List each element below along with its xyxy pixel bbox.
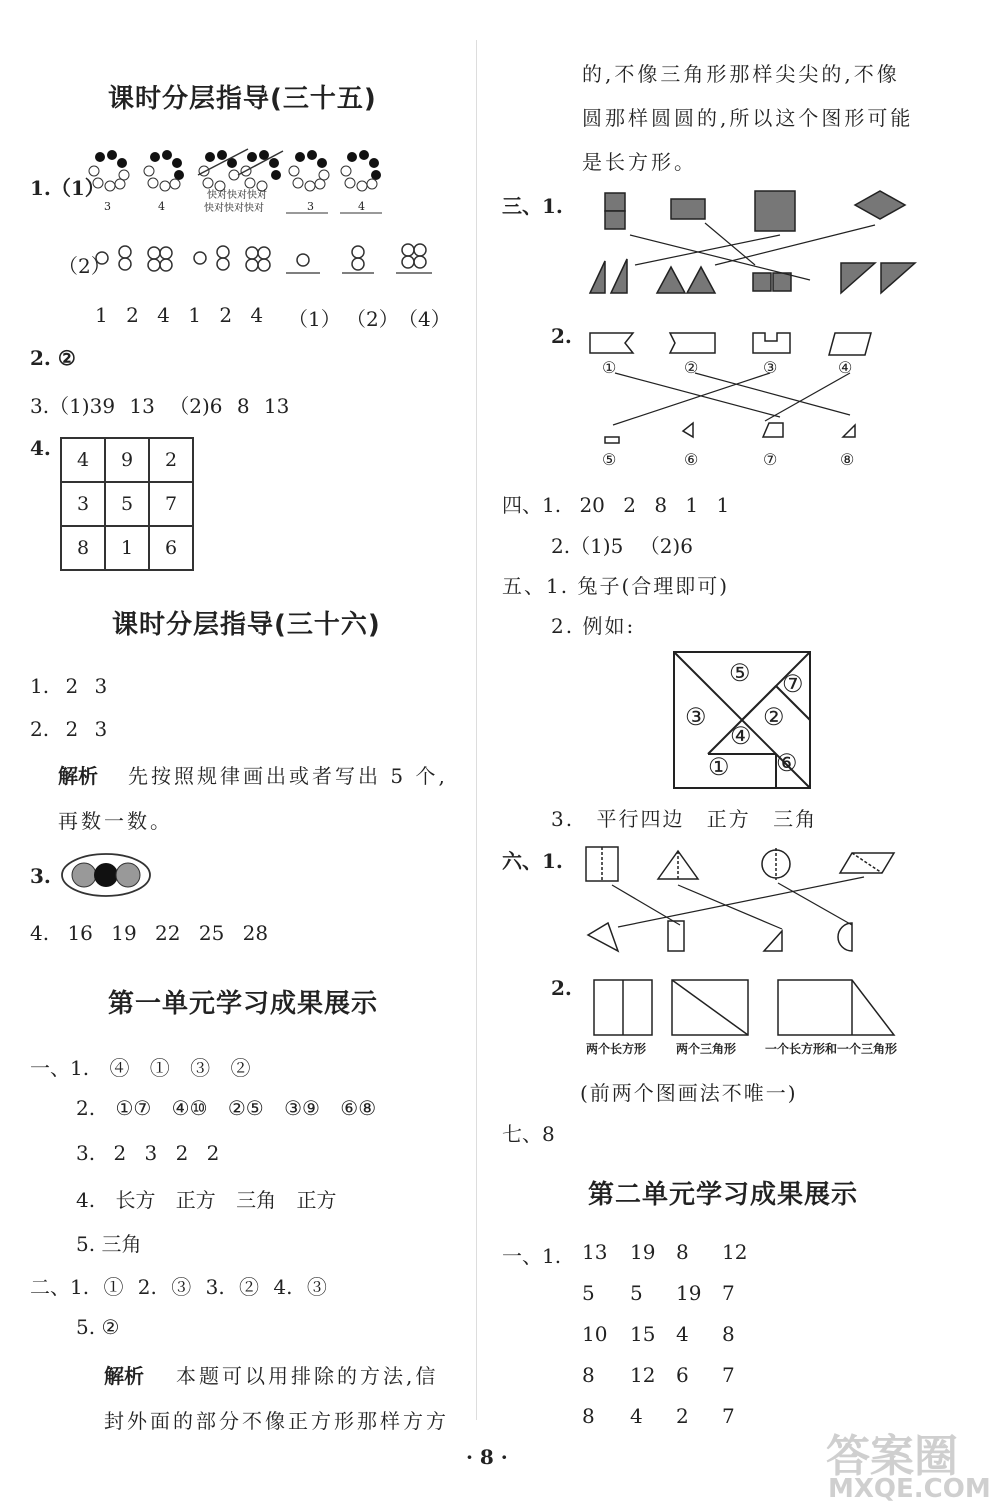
san2-num-7: ⑦ xyxy=(763,450,778,469)
unit2-cell: 2 xyxy=(676,1404,689,1428)
unit2-cell: 19 xyxy=(676,1281,702,1305)
unit2-cell: 13 xyxy=(582,1240,608,1264)
liu1-label: 六、1. xyxy=(502,849,563,873)
cell: 6 xyxy=(149,526,193,570)
cell: 8 xyxy=(61,526,105,570)
tangram-num-5: ⑤ xyxy=(729,659,751,687)
q1-2-answer-3: （4） xyxy=(398,307,451,331)
s36-q2: 2. 2 3 xyxy=(30,717,108,741)
tangram-num-7: ⑦ xyxy=(782,670,804,698)
unit1-analysis-label: 解析 xyxy=(104,1364,144,1388)
cell: 9 xyxy=(105,438,149,482)
san2-num-4: ④ xyxy=(838,358,853,377)
unit2-cell: 4 xyxy=(676,1322,689,1346)
tangram-num-4: ④ xyxy=(730,722,752,750)
q4-label: 4. xyxy=(30,436,51,460)
q1-2-shape-figures xyxy=(90,240,440,280)
q1-1-small-text-2: 快对快对快对 xyxy=(204,203,264,214)
unit1-title: 第一单元学习成果展示 xyxy=(108,989,379,1019)
unit2-title: 第二单元学习成果展示 xyxy=(588,1180,859,1210)
wu-3: 3. 平行四边 正方 三角 xyxy=(551,807,818,831)
liu2-caption-3: 一个长方形和一个三角形 xyxy=(765,1042,898,1056)
q1-2-answer-1: （1） xyxy=(288,307,341,331)
unit1-analysis-line2: 封外面的部分不像正方形那样方方 xyxy=(104,1409,449,1433)
unit1-one-3: 3. 2 3 2 2 xyxy=(76,1141,220,1165)
cell: 1 xyxy=(105,526,149,570)
column-divider xyxy=(476,40,477,1420)
unit1-two-5: 5. ② xyxy=(76,1315,120,1339)
s36-analysis-line2: 再数一数。 xyxy=(58,809,173,833)
cont-line-3: 是长方形。 xyxy=(582,150,697,174)
unit2-cell: 7 xyxy=(722,1281,735,1305)
tangram-num-1: ① xyxy=(708,753,730,781)
liu2-note: (前两个图画法不唯一) xyxy=(580,1081,798,1105)
unit2-cell: 8 xyxy=(582,1404,595,1428)
unit2-row-label: 一、1. xyxy=(502,1244,562,1268)
unit1-one-2: 2. ①⑦ ④⑩ ②⑤ ③⑨ ⑥⑧ xyxy=(76,1096,377,1120)
unit2-cell: 8 xyxy=(676,1240,689,1264)
q2-answer: 2. ② xyxy=(30,346,76,370)
s36-q3-label: 3. xyxy=(30,864,51,888)
san1-label: 三、1. xyxy=(502,194,563,218)
si-2: 2.（1)5 （2)6 xyxy=(551,534,693,558)
san2-matching-figure xyxy=(585,325,875,445)
section-title-35: 课时分层指导(三十五) xyxy=(108,84,377,114)
tangram-num-3: ③ xyxy=(685,703,707,731)
page-number: · 8 · xyxy=(466,1445,508,1469)
san2-num-1: ① xyxy=(602,358,617,377)
san1-matching-figure xyxy=(585,185,925,300)
q1-2-answer-2: （2） xyxy=(346,307,399,331)
q1-1-value-1: 3 xyxy=(104,200,111,213)
san2-num-3: ③ xyxy=(763,358,778,377)
cell: 3 xyxy=(61,482,105,526)
unit1-one-1: 一、1. ④ ① ③ ② xyxy=(30,1056,251,1080)
watermark-url: MXQE.COM xyxy=(828,1474,991,1504)
q1-1-label: 1.（1） xyxy=(30,176,105,200)
unit1-one-4: 4. 长方 正方 三角 正方 xyxy=(76,1188,337,1212)
unit2-cell: 19 xyxy=(630,1240,656,1264)
liu2-division-figure xyxy=(590,976,900,1038)
liu2-caption-1: 两个长方形 xyxy=(586,1042,647,1056)
unit2-cell: 10 xyxy=(582,1322,608,1346)
tangram-num-2: ② xyxy=(763,703,785,731)
s36-q4: 4. 16 19 22 25 28 xyxy=(30,921,269,945)
wu-2: 2. 例如: xyxy=(551,614,636,638)
section-title-36: 课时分层指导(三十六) xyxy=(112,610,381,640)
unit2-cell: 15 xyxy=(630,1322,656,1346)
q1-1-value-4: 4 xyxy=(358,200,365,213)
q1-1-small-text-1: 快对快对快对 xyxy=(207,190,267,201)
unit2-cell: 8 xyxy=(722,1322,735,1346)
unit2-cell: 4 xyxy=(630,1404,643,1428)
s36-analysis-line1: 先按照规律画出或者写出 5 个, xyxy=(128,764,448,788)
magic-square xyxy=(60,437,194,571)
cont-line-2: 圆那样圆圆的,所以这个图形可能 xyxy=(582,106,914,130)
s36-analysis-label: 解析 xyxy=(58,764,98,788)
cont-line-1: 的,不像三角形那样尖尖的,不像 xyxy=(582,62,900,86)
unit1-two-1: 二、1. ① 2. ③ 3. ② 4. ③ xyxy=(30,1275,327,1299)
cell: 7 xyxy=(149,482,193,526)
san2-num-8: ⑧ xyxy=(840,450,855,469)
san2-label: 2. xyxy=(551,324,572,348)
san2-num-2: ② xyxy=(684,358,699,377)
unit2-cell: 5 xyxy=(630,1281,643,1305)
wu-1: 五、1. 兔子(合理即可) xyxy=(502,574,730,598)
s36-q1: 1. 2 3 xyxy=(30,674,108,698)
q3-answer: 3.（1)39 13 （2)6 8 13 xyxy=(30,394,290,418)
qi-answer: 七、8 xyxy=(502,1122,555,1146)
unit2-cell: 7 xyxy=(722,1404,735,1428)
unit2-cell: 7 xyxy=(722,1363,735,1387)
liu1-matching-figure xyxy=(582,843,902,958)
cell: 5 xyxy=(105,482,149,526)
unit2-cell: 8 xyxy=(582,1363,595,1387)
cell: 4 xyxy=(61,438,105,482)
san2-num-6: ⑥ xyxy=(684,450,699,469)
q1-1-value-3: 3 xyxy=(307,200,314,213)
q1-1-value-2: 4 xyxy=(158,200,165,213)
unit2-cell: 12 xyxy=(630,1363,656,1387)
unit1-one-5: 5. 三角 xyxy=(76,1232,142,1256)
q1-2-label: （2） xyxy=(58,254,111,278)
watermark-logo: 答案圈 xyxy=(826,1431,958,1482)
san2-num-5: ⑤ xyxy=(602,450,617,469)
liu2-caption-2: 两个三角形 xyxy=(676,1042,737,1056)
unit2-cell: 12 xyxy=(722,1240,748,1264)
q1-2-answers: 1 2 4 1 2 4 xyxy=(95,303,264,327)
cell: 2 xyxy=(149,438,193,482)
tangram-num-6: ⑥ xyxy=(776,749,798,777)
s36-q3-ellipse-figure xyxy=(60,852,152,898)
liu2-label: 2. xyxy=(551,976,572,1000)
unit2-cell: 6 xyxy=(676,1363,689,1387)
unit2-cell: 5 xyxy=(582,1281,595,1305)
unit1-analysis-line1: 本题可以用排除的方法,信 xyxy=(176,1364,439,1388)
si-1: 四、1. 20 2 8 1 1 xyxy=(502,493,730,517)
